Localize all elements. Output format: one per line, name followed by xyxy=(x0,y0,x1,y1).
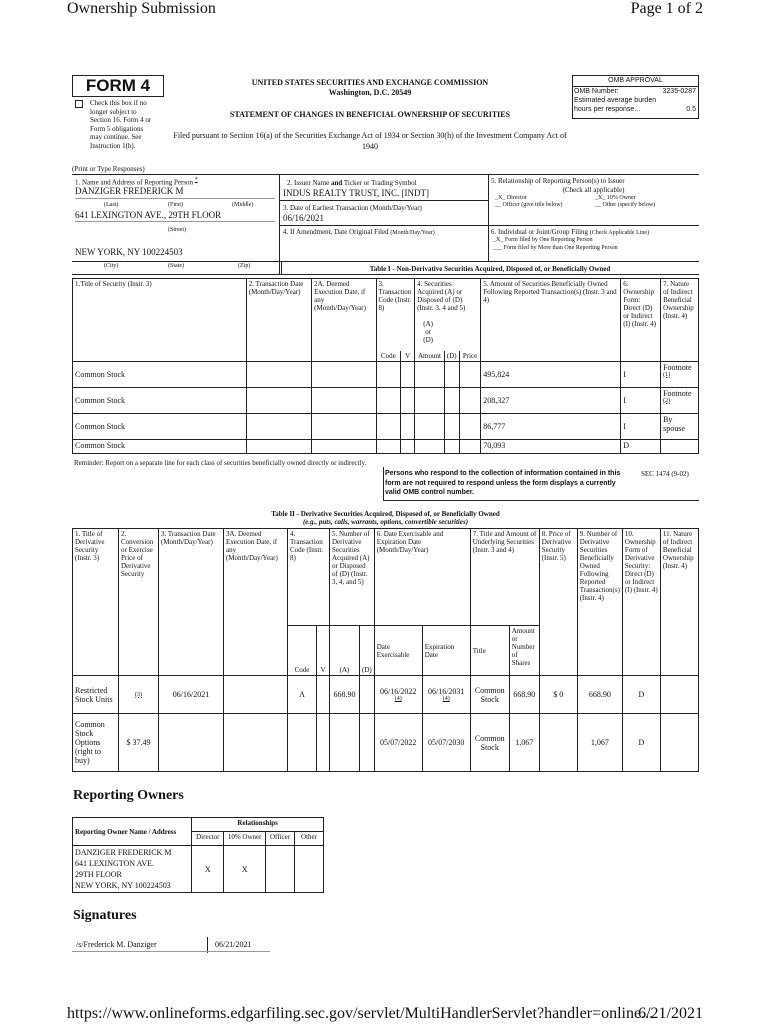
ro-officer: Officer xyxy=(266,832,295,846)
other-mark: __ xyxy=(595,202,601,208)
omb-approval-box xyxy=(572,75,699,119)
filing-label: 6. Individual or Joint/Group Filing xyxy=(491,228,589,236)
t2-h3: 3. Transaction Date (Month/Day/Year) xyxy=(159,529,224,676)
table2-title: Table II - Derivative Securities Acquired, Disposed of, or Beneficially Owned xyxy=(271,510,500,518)
sec-code: SEC 1474 (9-02) xyxy=(641,470,689,478)
ro-name-line: DANZIGER FREDERICK M xyxy=(75,848,172,857)
print-or-type: (Print or Type Responses) xyxy=(72,165,145,173)
t1-h5: 5. Amount of Securities Beneficially Owned Following Reported Transaction(s) (Instr. 3 and 4) xyxy=(481,279,621,362)
director-mark: _X_ xyxy=(495,195,506,201)
page-url: https://www.onlineforms.edgarfiling.sec.gov/servlet/MultiHandlerServlet?handler=online... xyxy=(67,1005,654,1022)
reporter-name-label: 1. Name and Address of Reporting Person xyxy=(75,178,194,187)
street-label: (Street) xyxy=(168,227,186,233)
table2-subtitle: (e.g., puts, calls, warrants, options, convertible securities) xyxy=(302,518,469,526)
t1-h6: 6. Ownership Form: Direct (D) or Indirect (I) (Instr. 4) xyxy=(621,279,661,362)
signatures-heading: Signatures xyxy=(73,908,137,923)
t1-h1: 1.Title of Security (Instr. 3) xyxy=(73,279,247,362)
earliest-date-label: 3. Date of Earliest Transaction (Month/Day/Year) xyxy=(283,204,422,212)
ro-director-x: X xyxy=(192,846,224,893)
filing-more: Form filed by More than One Reporting Person xyxy=(503,245,618,251)
ro-name-line: 641 LEXINGTON AVE. xyxy=(75,859,155,868)
checkbox-label: Check this box if no longer subject to Section 16. Form 4 or Form 5 obligations may continue. See Instruction 1(b). xyxy=(90,99,152,150)
zip-label: (Zip) xyxy=(238,263,251,269)
table-row: Common Stock 495,824 I Footnote (1) xyxy=(73,361,699,387)
omb-burden-label: Estimated average burden xyxy=(574,97,657,104)
filing-one-mark: _X_ xyxy=(493,237,504,243)
t2-h-date-ex: Date Exercisable xyxy=(374,626,422,676)
filing-more-mark: ___ xyxy=(493,245,502,251)
ro-ten-pct: 10% Owner xyxy=(224,832,266,846)
first-label: (First) xyxy=(168,202,183,208)
filing-one: Form filed by One Reporting Person xyxy=(504,237,593,243)
form-title: FORM 4 xyxy=(85,76,151,95)
omb-number: 3235-0287 xyxy=(662,88,696,95)
reporting-owners-table xyxy=(72,817,324,893)
owner-option: 10% Owner xyxy=(606,195,636,201)
ro-director: Director xyxy=(192,832,224,846)
omb-title: OMB APPROVAL xyxy=(573,76,698,87)
footnote-link[interactable]: (3) xyxy=(119,676,159,714)
table-row: Common Stock 208,327 I Footnote (2) xyxy=(73,387,699,413)
omb-number-label: OMB Number: xyxy=(574,88,619,95)
t2-h-a: (A) xyxy=(330,626,360,676)
agency-name: UNITED STATES SECURITIES AND EXCHANGE COMMISSION xyxy=(251,78,489,87)
issuer-label-ticker: Ticker or Trading Symbol xyxy=(343,179,417,187)
omb-notice: Persons who respond to the collection of information contained in this form are not required to respond unless the form displays a currently valid OMB control number. xyxy=(385,470,621,496)
t1-h-price: Price xyxy=(459,351,480,362)
state-label: (State) xyxy=(168,263,184,269)
owner-mark: _X_ xyxy=(595,195,606,201)
table2 xyxy=(72,528,699,772)
form-title-box xyxy=(72,75,164,97)
signature-date: 06/21/2021 xyxy=(215,940,252,949)
reporter-name: DANZIGER FREDERICK M xyxy=(75,186,184,196)
reminder: Reminder: Report on a separate line for each class of securities beneficially owned directly or indirectly. xyxy=(74,459,367,467)
no-longer-subject-checkbox[interactable] xyxy=(75,100,83,108)
t2-h-d: (D) xyxy=(360,626,375,676)
t2-h-title: Title xyxy=(470,626,509,676)
reporting-owners-heading: Reporting Owners xyxy=(73,788,184,803)
t1-h2: 2. Transaction Date (Month/Day/Year) xyxy=(246,279,311,362)
t1-h2a: 2A. Deemed Execution Date, if any (Month/Day/Year) xyxy=(312,279,376,362)
footnote-link[interactable]: (4) xyxy=(442,696,450,702)
city-label: (City) xyxy=(104,263,119,269)
t2-h1: 1. Title of Derivative Security (Instr. 3) xyxy=(73,529,119,676)
t2-h-code: Code xyxy=(288,626,317,676)
t1-h4-aord: (A) or (D) xyxy=(423,320,433,344)
page-title: Ownership Submission xyxy=(67,0,216,17)
last-label: (Last) xyxy=(104,202,119,208)
t2-h-amount-shares: Amount or Number of Shares xyxy=(509,626,539,676)
t2-h9: 9. Number of Derivative Securities Beneficially Owned Following Reported Transaction(s) (Instr. 4) xyxy=(577,529,622,676)
ro-owner-x: X xyxy=(224,846,266,893)
ro-col-name: Reporting Owner Name / Address xyxy=(73,818,192,846)
issuer-name: INDUS REALTY TRUST, INC. [INDT] xyxy=(283,188,429,198)
t2-h2: 2. Conversion or Exercise Price of Derivative Security xyxy=(119,529,159,676)
table1: 1.Title of Security (Instr. 3) 2. Transaction Date (Month/Day/Year) 2A. Deemed Execution Date, if any (Month/Day/Year) 3. Transaction Code (Instr. 8) 4. Securities Acquired (A) or Disposed of (D) (Instr. 3, 4 and 5) (A) or (D) 5. Amount of Securities Beneficially Owned Following Reported Transaction(s) (Instr. 3 and 4) 6. Ownership Form: Direct (D) or Indirect (I) (Instr. 4) 7. Nature of Indirect Beneficial Ownership (Instr. 4) Code V Amount (D) Price Common Stock 495,824 I Footnote (1) Common Stock 208,327 I Footnote (2) Common Stock 86,777 I By spouse Common Stock 70,093 D xyxy=(72,278,699,454)
t1-h3: 3. Transaction Code (Instr. 8) xyxy=(376,279,415,351)
t2-h4: 4. Transaction Code (Instr. 8) xyxy=(288,529,330,626)
omb-hours-label: hours per response... xyxy=(574,106,641,113)
other-option: Other (specify below) xyxy=(602,202,656,208)
issuer-label: 2. Issuer Name xyxy=(287,179,330,187)
agency-location: Washington, D.C. 20549 xyxy=(328,88,412,97)
print-date: 6/21/2021 xyxy=(638,1005,703,1022)
t2-h-exp: Expiration Date xyxy=(422,626,470,676)
t2-h3a: 3A. Deemed Execution Date, if any (Month/Day/Year) xyxy=(224,529,288,676)
reporter-name-asterisk: * xyxy=(194,177,198,183)
table-row: Common Stock 86,777 I By spouse xyxy=(73,413,699,439)
filed-pursuant: Filed pursuant to Section 16(a) of the Securities Exchange Act of 1934 or Section 30(h) of the Investment Company Act of 1940 xyxy=(173,131,567,151)
check-all: (Check all applicable) xyxy=(562,186,625,194)
t1-h-code: Code xyxy=(376,351,401,362)
footnote-link[interactable]: (2) xyxy=(663,397,671,404)
t2-h10: 10. Ownership Form of Derivative Security: Direct (D) or Indirect (I) (Instr. 4) xyxy=(622,529,660,676)
t1-h4: 4. Securities Acquired (A) or Disposed of (D) (Instr. 3, 4 and 5) xyxy=(417,280,466,312)
t2-h7: 7. Title and Amount of Underlying Securities (Instr. 3 and 4) xyxy=(470,529,539,626)
table-row: Common Stock 70,093 D xyxy=(73,439,699,453)
middle-label: (Middle) xyxy=(232,202,254,208)
ro-name-line: NEW YORK, NY 100224503 xyxy=(75,881,171,890)
officer-option: Officer (give title below) xyxy=(502,202,563,208)
footnote-link[interactable]: (1) xyxy=(663,371,671,378)
filing-label-small: (Check Applicable Line) xyxy=(589,230,650,236)
issuer-label-and: and xyxy=(330,179,343,187)
t2-h-v: V xyxy=(317,626,330,676)
director-option: Director xyxy=(506,195,527,201)
t2-h5: 5. Number of Derivative Securities Acquired (A) or Disposed of (D) (Instr. 3, 4, and 5) xyxy=(330,529,375,626)
earliest-date: 06/16/2021 xyxy=(283,213,325,223)
table-row: Common Stock Options (right to buy) $ 37.49 05/07/2022 05/07/2030 Common Stock 1,067 1,067 D xyxy=(73,714,699,772)
t2-h11: 11. Nature of Indirect Beneficial Ownership (Instr. 4) xyxy=(660,529,698,676)
relationship-label: 5. Relationship of Reporting Person(s) to Issuer xyxy=(491,177,625,185)
page-number: Page 1 of 2 xyxy=(630,0,703,17)
statement-title: STATEMENT OF CHANGES IN BENEFICIAL OWNERSHIP OF SECURITIES xyxy=(229,110,511,119)
table1-title: Table I - Non-Derivative Securities Acquired, Disposed of, or Beneficially Owned xyxy=(369,265,611,273)
officer-mark: __ xyxy=(495,202,501,208)
amendment-label-small: (Month/Day/Year) xyxy=(390,230,435,236)
ro-other: Other xyxy=(295,832,324,846)
t2-h6: 6. Date Exercisable and Expiration Date (Month/Day/Year) xyxy=(374,529,470,626)
omb-hours: 0.5 xyxy=(686,106,696,113)
reporter-address: 641 LEXINGTON AVE., 29TH FLOOR xyxy=(75,210,222,220)
ro-relationships: Relationships xyxy=(192,818,324,832)
ro-name-line: 29TH FLOOR xyxy=(75,870,122,879)
footnote-link[interactable]: (4) xyxy=(394,696,402,702)
reporter-city: NEW YORK, NY 100224503 xyxy=(75,247,183,257)
t1-h-v: V xyxy=(401,351,415,362)
t1-h-amount: Amount xyxy=(415,351,445,362)
t1-h7: 7. Nature of Indirect Beneficial Ownership (Instr. 4) xyxy=(661,279,699,362)
t2-h8: 8. Price of Derivative Security (Instr. 5) xyxy=(539,529,577,676)
table-row: Restricted Stock Units (3) 06/16/2021 A 668.90 06/16/2022 (4) 06/16/2031 (4) Common Stock 668.90 $ 0 668.90 D xyxy=(73,676,699,714)
table-row xyxy=(73,846,324,893)
signature-name: /s/Frederick M. Danziger xyxy=(76,940,157,949)
amendment-label: 4. If Amendment, Date Original Filed xyxy=(283,228,389,236)
